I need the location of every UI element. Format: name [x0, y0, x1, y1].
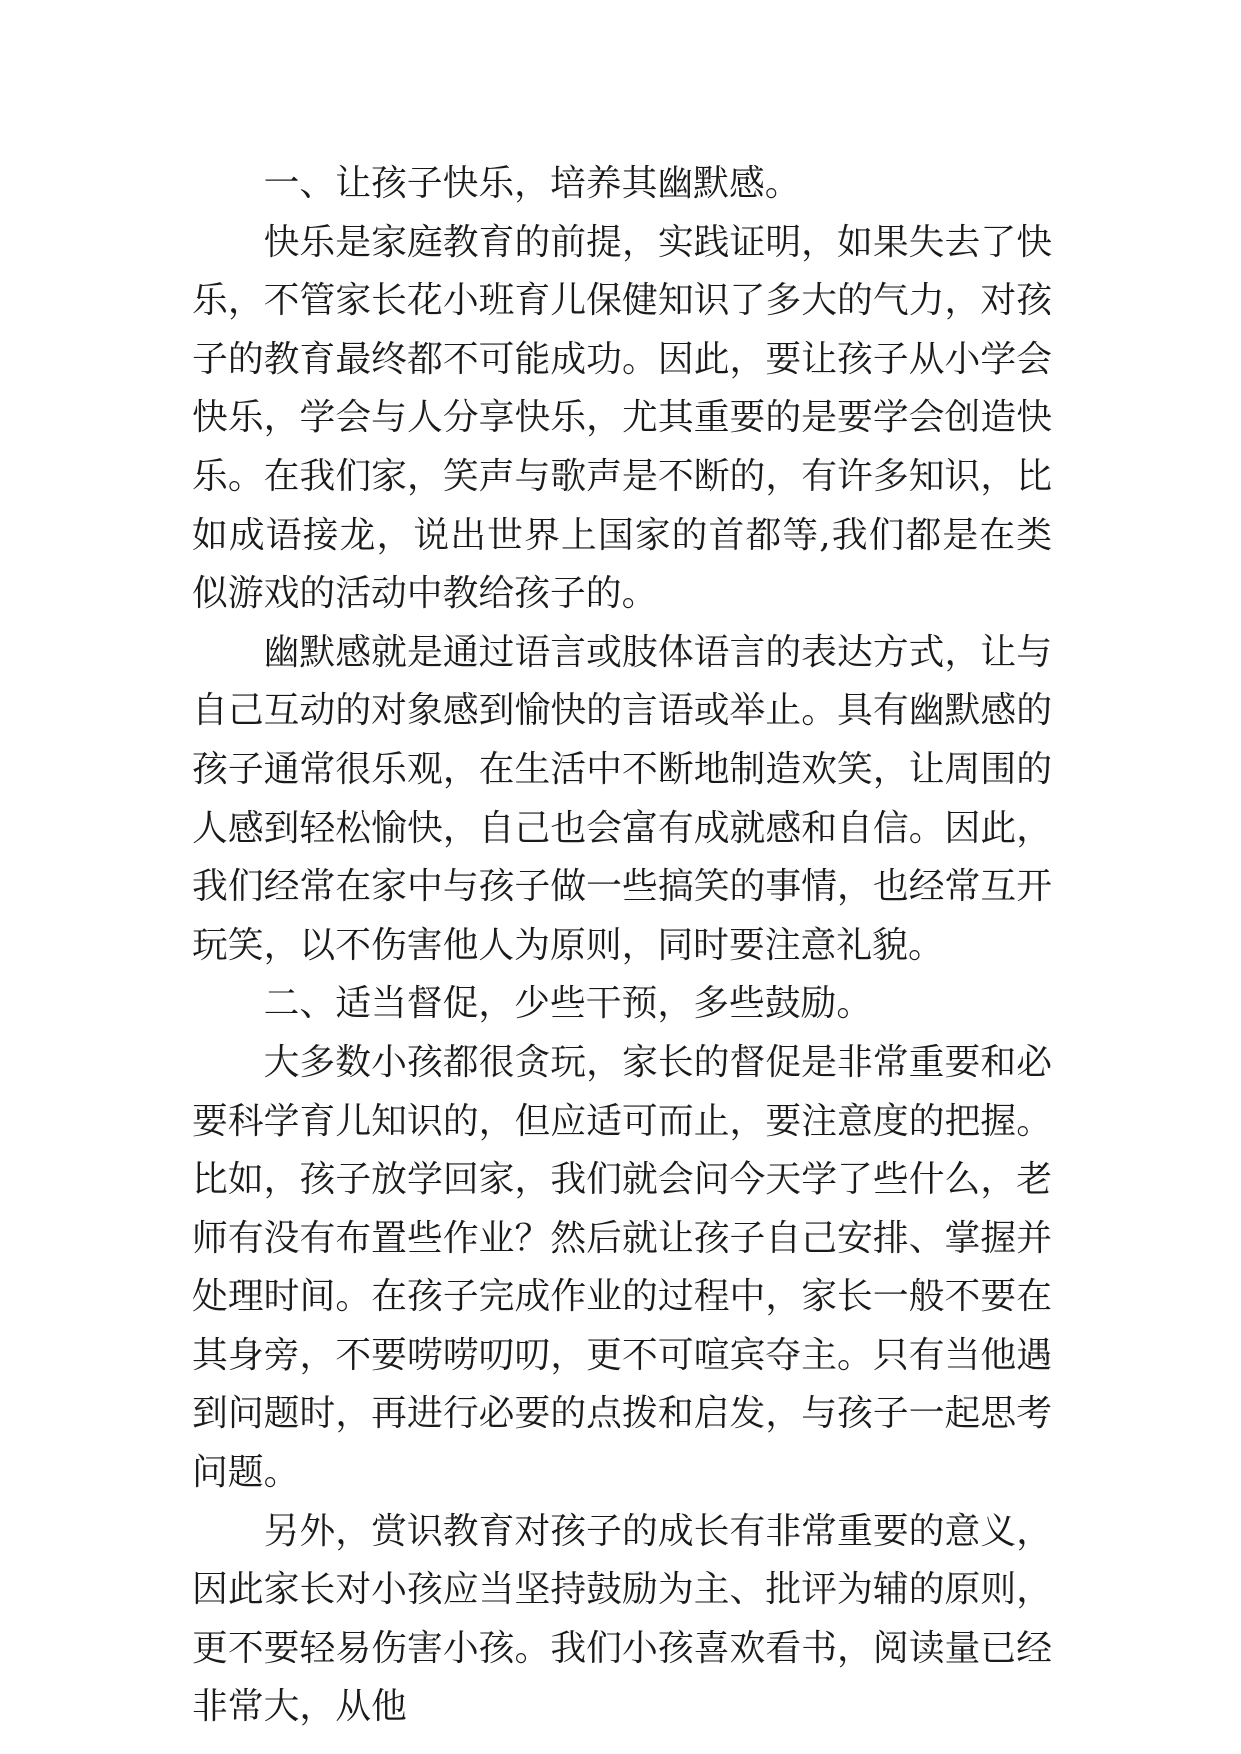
body-paragraph: 快乐是家庭教育的前提，实践证明，如果失去了快乐，不管家长花小班育儿保健知识了多大的气力，对孩子的教育最终都不可能成功。因此，要让孩子从小学会快乐，学会与人分享快乐，尤其重要的是要学会创造快乐。在我们家，笑声与歌声是不断的，有许多知识，比如成语接龙，说出世界上国家的首都等,我们都是在类似游戏的活动中教给孩子的。: [192, 221, 1052, 615]
document-body: [192, 155, 1052, 1737]
body-paragraph: 大多数小孩都很贪玩，家长的督促是非常重要和必要科学育儿知识的，但应适可而止，要注意度的把握。比如，孩子放学回家，我们就会问今天学了些什么，老师有没有布置些作业？然后就让孩子自己安排、掌握并处理时间。在孩子完成作业的过程中，家长一般不要在其身旁，不要唠唠叨叨，更不可喧宾夺主。只有当他遇到问题时，再进行必要的点拨和启发，与孩子一起思考问题。: [192, 1041, 1052, 1494]
section-heading-1: 一、让孩子快乐，培养其幽默感。: [263, 163, 801, 204]
body-paragraph: 另外，赏识教育对孩子的成长有非常重要的意义，因此家长对小孩应当坚持鼓励为主、批评为辅的原则，更不要轻易伤害小孩。我们小孩喜欢看书，阅读量已经非常大，从他: [192, 1510, 1052, 1728]
section-heading-2: 二、适当督促，少些干预，多些鼓励。: [263, 983, 873, 1025]
body-paragraph: 幽默感就是通过语言或肢体语言的表达方式，让与自己互动的对象感到愉快的言语或举止。具有幽默感的孩子通常很乐观，在生活中不断地制造欢笑，让周围的人感到轻松愉快，自己也会富有成就感和自信。因此，我们经常在家中与孩子做一些搞笑的事情，也经常互开玩笑，以不伤害他人为原则，同时要注意礼貌。: [192, 631, 1052, 966]
